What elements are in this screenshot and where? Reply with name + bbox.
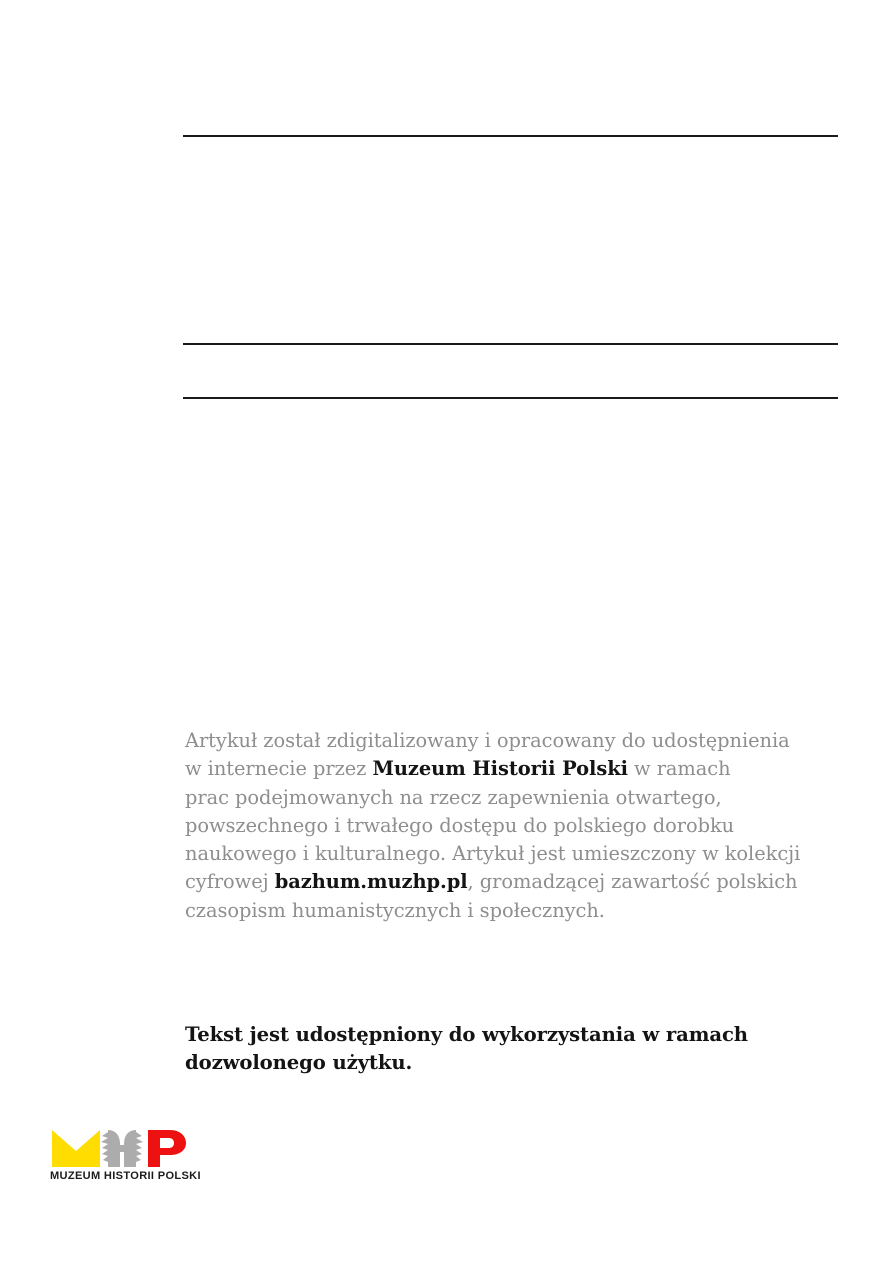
metadata-field-title [183,134,838,137]
attribution-text: naukowego i kulturalnego. Artykuł jest umieszczony w kolekcji [185,842,801,866]
attribution-text: prac podejmowanych na rzecz zapewnienia otwartego, [185,785,722,809]
attribution-line [185,840,850,868]
attribution-emphasis: Muzeum Historii Polski [372,757,628,781]
logo-wordmark: MUZEUM HISTORII POLSKI [50,1170,201,1182]
attribution-line [185,897,850,925]
attribution-paragraph [185,727,850,925]
metadata-field-source [183,396,838,399]
attribution-text: Artykuł został zdigitalizowany i opracowany do udostępnienia [185,729,790,752]
metadata-rule-authors [183,343,838,345]
attribution-text: powszechnego i trwałego dostępu do polskiego dorobku [185,813,735,837]
attribution-text: w ramach [627,757,731,781]
muzeum-historii-polski-logo [50,1127,201,1189]
attribution-emphasis: bazhum.muzhp.pl [274,870,468,894]
licence-line: dozwolonego użytku. [185,1051,413,1075]
attribution-line [185,727,850,755]
hussar-wings-icon [101,1130,143,1167]
metadata-field-authors [183,342,838,345]
attribution-text: czasopism humanistycznych i społecznych. [185,898,605,922]
attribution-text: cyfrowej [185,870,275,894]
metadata-rule-source [183,397,838,399]
attribution-line [185,784,850,812]
attribution-line [185,755,850,783]
mhp-logo-mark-icon [50,1127,186,1169]
attribution-text: , gromadzącej zawartość polskich [467,870,798,894]
attribution-text: w internecie przez [185,757,373,781]
crown-icon [52,1130,100,1167]
attribution-line [185,812,850,840]
letter-p-icon [148,1130,186,1167]
licence-line: Tekst jest udostępniony do wykorzystania w ramach [185,1023,748,1046]
metadata-block [183,0,838,420]
licence-statement [185,1021,850,1078]
metadata-rule-title [183,135,838,137]
attribution-line [185,868,850,896]
